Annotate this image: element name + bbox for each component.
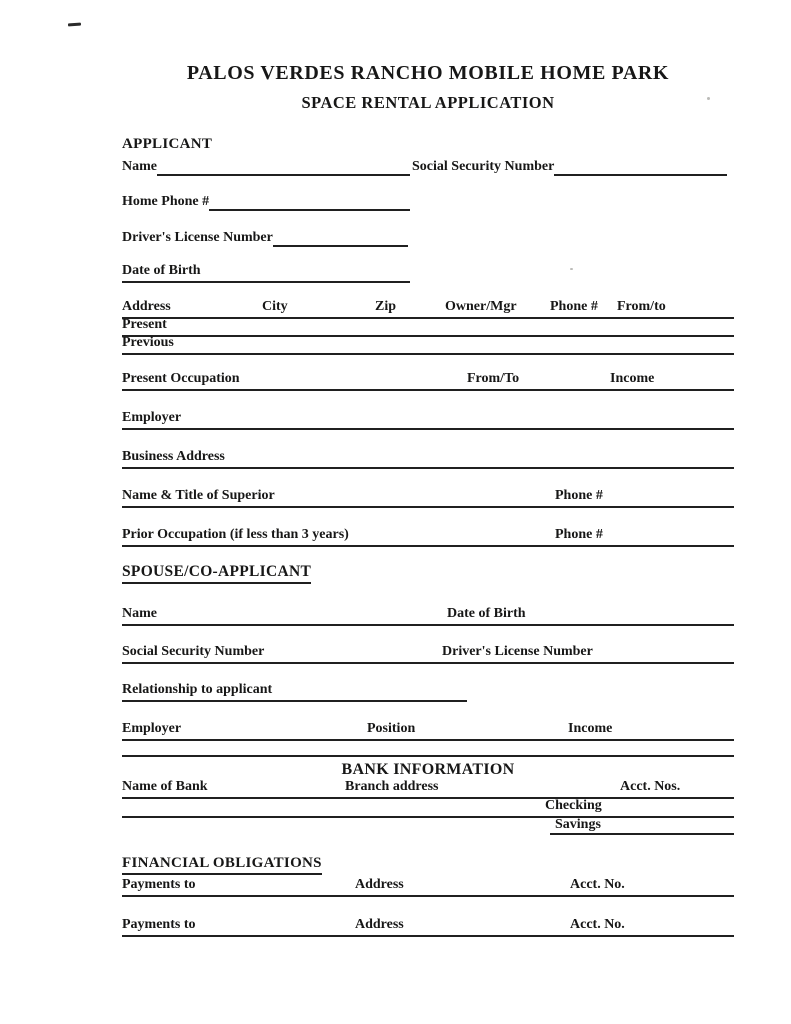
present-occupation-label: Present Occupation [122,371,240,386]
applicant-name-label: Name [122,159,157,174]
spouse-ssn-label: Social Security Number [122,644,265,659]
superior-phone-label: Phone # [555,488,603,503]
occupation-from-to-label: From/To [467,371,520,386]
scan-speck [570,268,573,270]
applicant-name-ssn-row [122,156,727,176]
spouse-name-label: Name [122,606,157,621]
from-to-header: From/to [617,299,666,314]
home-phone-field [122,191,410,211]
savings-row [122,816,734,835]
drivers-license-label: Driver's License Number [122,230,273,245]
phone-header: Phone # [550,299,598,314]
spouse-employer-row [122,719,734,741]
acct-nos-label: Acct. Nos. [620,779,681,794]
superior-label: Name & Title of Superior [122,488,275,503]
applicant-ssn-blank-line [554,173,727,176]
business-address-row [122,447,734,469]
dob-label: Date of Birth [122,263,201,278]
address-table-header-row [122,297,734,319]
name-of-bank-label: Name of Bank [122,779,208,794]
payments-to-label: Payments to [122,917,196,932]
zip-header: Zip [375,299,397,314]
present-address-label: Present [122,317,167,332]
checking-label: Checking [545,798,602,813]
branch-address-label: Branch address [345,779,439,794]
bank-name-row [122,778,734,799]
applicant-name-blank-line [157,173,410,176]
checking-row [122,797,734,818]
spouse-position-label: Position [367,721,416,736]
drivers-license-blank-line [273,244,408,247]
home-phone-blank-line [209,208,410,211]
savings-blank-line [550,833,734,835]
relationship-label: Relationship to applicant [122,682,273,697]
present-occupation-row [122,369,734,391]
prior-occupation-label: Prior Occupation (if less than 3 years) [122,527,349,542]
financial-section-heading: FINANCIAL OBLIGATIONS [122,855,322,875]
previous-address-label: Previous [122,335,174,350]
savings-label: Savings [555,817,601,832]
spouse-dob-label: Date of Birth [447,606,526,621]
business-address-label: Business Address [122,449,225,464]
applicant-employer-label: Employer [122,410,182,425]
previous-address-row [122,335,734,355]
bank-section-heading: BANK INFORMATION [341,761,515,778]
applicant-ssn-label: Social Security Number [412,159,555,174]
spouse-name-row [122,604,734,626]
form-title: PALOS VERDES RANCHO MOBILE HOME PARK [186,62,670,84]
home-phone-label: Home Phone # [122,194,210,209]
prior-occupation-row [122,525,734,547]
bank-section-divider [122,755,734,757]
spouse-income-label: Income [568,721,613,736]
payments-row-2 [122,915,734,937]
spouse-drivers-license-label: Driver's License Number [442,644,593,659]
superior-row [122,486,734,508]
address-header: Address [122,299,171,314]
applicant-section-heading: APPLICANT [122,136,213,152]
payments-to-label: Payments to [122,877,196,892]
occupation-income-label: Income [610,371,655,386]
applicant-ssn-field [412,160,727,176]
spouse-employer-label: Employer [122,721,182,736]
payments-address-label: Address [355,877,404,892]
prior-phone-label: Phone # [555,527,603,542]
form-subtitle: SPACE RENTAL APPLICATION [301,93,555,112]
dob-field [122,261,410,283]
scan-artifact-dash [68,23,81,27]
present-address-row [122,317,734,337]
spouse-ssn-row [122,642,734,664]
relationship-row [122,680,467,702]
city-header: City [262,299,288,314]
payments-acct-no-label: Acct. No. [570,917,625,932]
owner-mgr-header: Owner/Mgr [445,299,517,314]
payments-row-1 [122,875,734,897]
spouse-section-heading: SPOUSE/CO-APPLICANT [122,563,311,584]
payments-acct-no-label: Acct. No. [570,877,625,892]
applicant-employer-row [122,408,734,430]
payments-address-label: Address [355,917,404,932]
applicant-name-field [122,160,410,176]
drivers-license-field [122,227,408,247]
